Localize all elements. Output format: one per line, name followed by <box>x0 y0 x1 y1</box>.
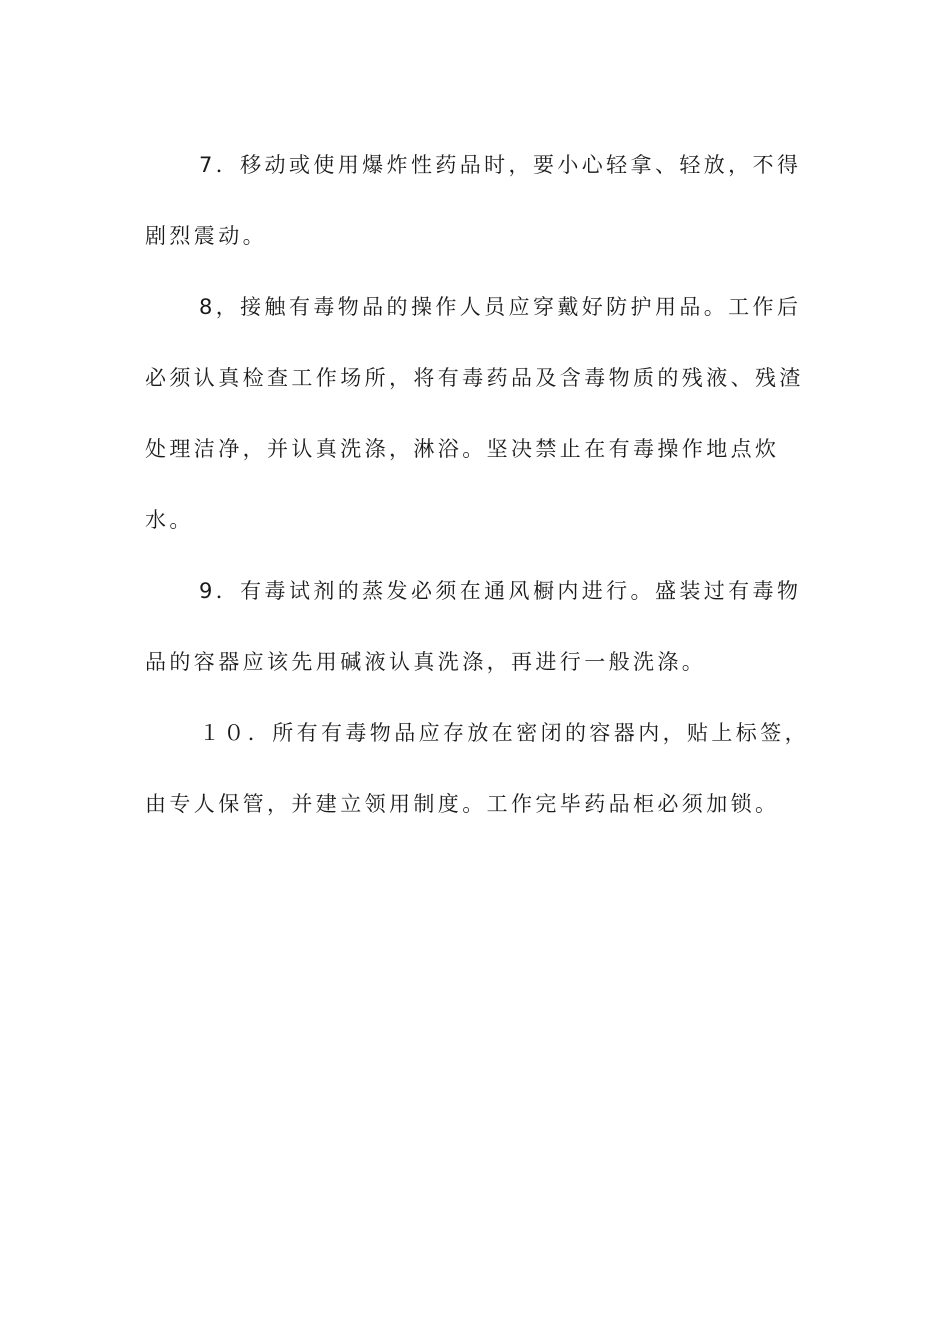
paragraph-item-8: 8，接触有毒物品的操作人员应穿戴好防护用品。工作后必须认真检查工作场所，将有毒药品及含毒物质的残液、残渣处理洁净，并认真洗涤，淋浴。坚决禁止在有毒操作地点炊水。 <box>145 295 804 532</box>
paragraph-item-7: 7．移动或使用爆炸性药品时，要小心轻拿、轻放，不得剧烈震动。 <box>145 153 802 248</box>
paragraph-item-10: １０．所有有毒物品应存放在密闭的容器内，贴上标签，由专人保管，并建立领用制度。工作完毕药品柜必须加锁。 <box>145 721 809 816</box>
paragraph-item-9: 9．有毒试剂的蒸发必须在通风橱内进行。盛装过有毒物品的容器应该先用碱液认真洗涤，再进行一般洗涤。 <box>145 579 802 674</box>
document-body <box>145 130 825 840</box>
